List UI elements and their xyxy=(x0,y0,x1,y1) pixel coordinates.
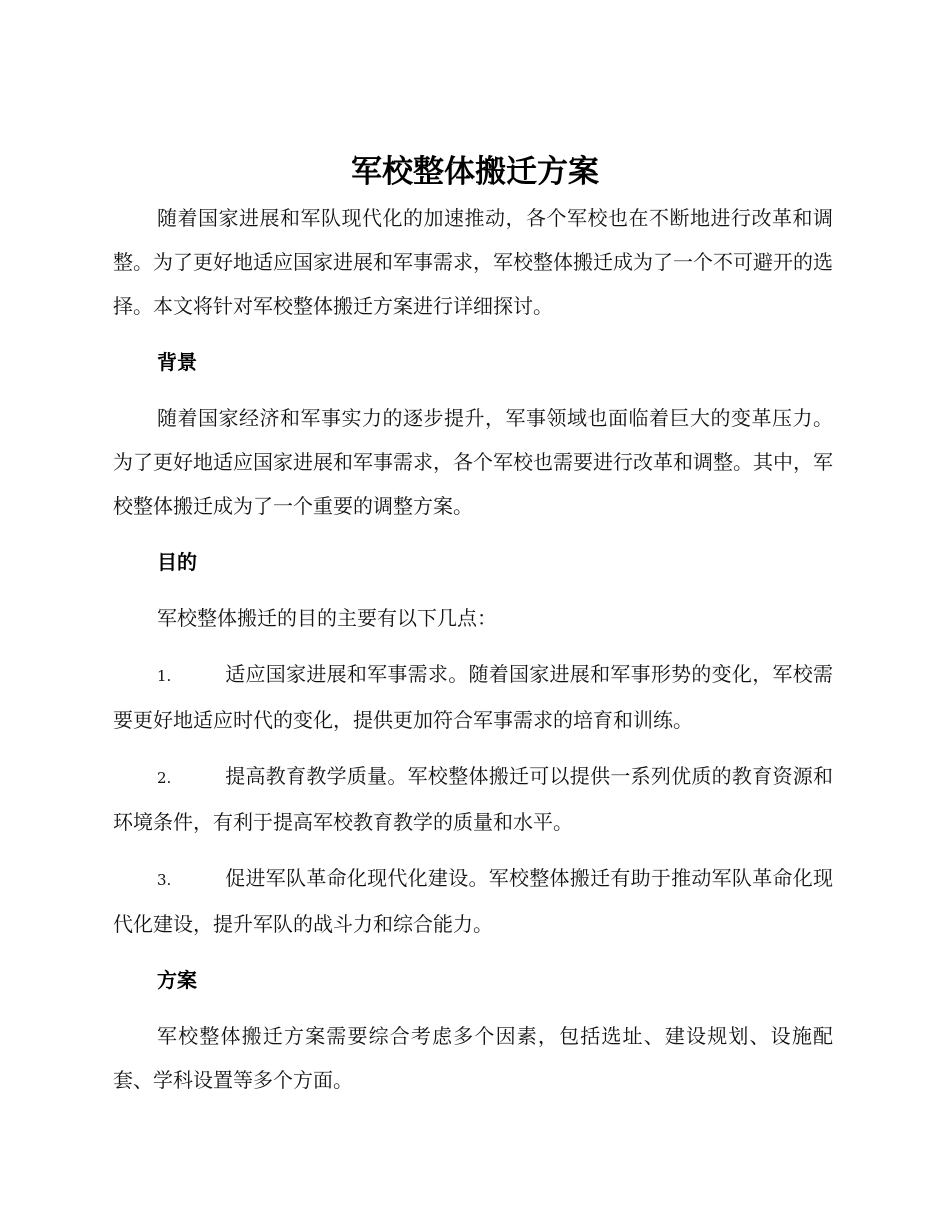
spacer xyxy=(113,384,833,396)
list-item xyxy=(113,754,833,844)
spacer xyxy=(113,328,833,340)
purpose-lead-paragraph: 军校整体搬迁的目的主要有以下几点： xyxy=(157,606,497,630)
list-item-number: 3. xyxy=(157,871,172,889)
list-item-number: 2. xyxy=(157,769,172,787)
spacer xyxy=(113,946,833,958)
list-item-text: 提高教育教学质量。军校整体搬迁可以提供一系列优质的教育资源和环境条件，有利于提高军校教育教学的质量和水平。 xyxy=(113,764,833,834)
heading-plan: 方案 xyxy=(157,968,197,992)
list-item xyxy=(113,652,833,742)
spacer xyxy=(113,640,833,652)
list-item-text: 适应国家进展和军事需求。随着国家进展和军事形势的变化，军校需要更好地适应时代的变化，提供更加符合军事需求的培育和训练。 xyxy=(113,662,833,732)
document-title: 军校整体搬迁方案 xyxy=(351,154,599,190)
heading-background: 背景 xyxy=(157,350,197,374)
background-paragraph: 随着国家经济和军事实力的逐步提升，军事领域也面临着巨大的变革压力。为了更好地适应国家进展和军事需求，各个军校也需要进行改革和调整。其中，军校整体搬迁成为了一个重要的调整方案。 xyxy=(113,406,833,518)
heading-purpose: 目的 xyxy=(157,550,197,574)
list-item-number: 1. xyxy=(157,667,172,685)
list-item xyxy=(113,856,833,946)
list-item-text: 促进军队革命化现代化建设。军校整体搬迁有助于推动军队革命化现代化建设，提升军队的战斗力和综合能力。 xyxy=(113,866,833,936)
spacer xyxy=(113,742,833,754)
spacer xyxy=(113,584,833,596)
plan-paragraph: 军校整体搬迁方案需要综合考虑多个因素，包括选址、建设规划、设施配套、学科设置等多个方面。 xyxy=(113,1024,833,1092)
spacer xyxy=(113,1002,833,1014)
spacer xyxy=(113,844,833,856)
document-body xyxy=(113,196,833,1102)
spacer xyxy=(113,528,833,540)
intro-paragraph: 随着国家进展和军队现代化的加速推动，各个军校也在不断地进行改革和调整。为了更好地适应国家进展和军事需求，军校整体搬迁成为了一个不可避开的选择。本文将针对军校整体搬迁方案进行详细探讨。 xyxy=(113,206,833,318)
